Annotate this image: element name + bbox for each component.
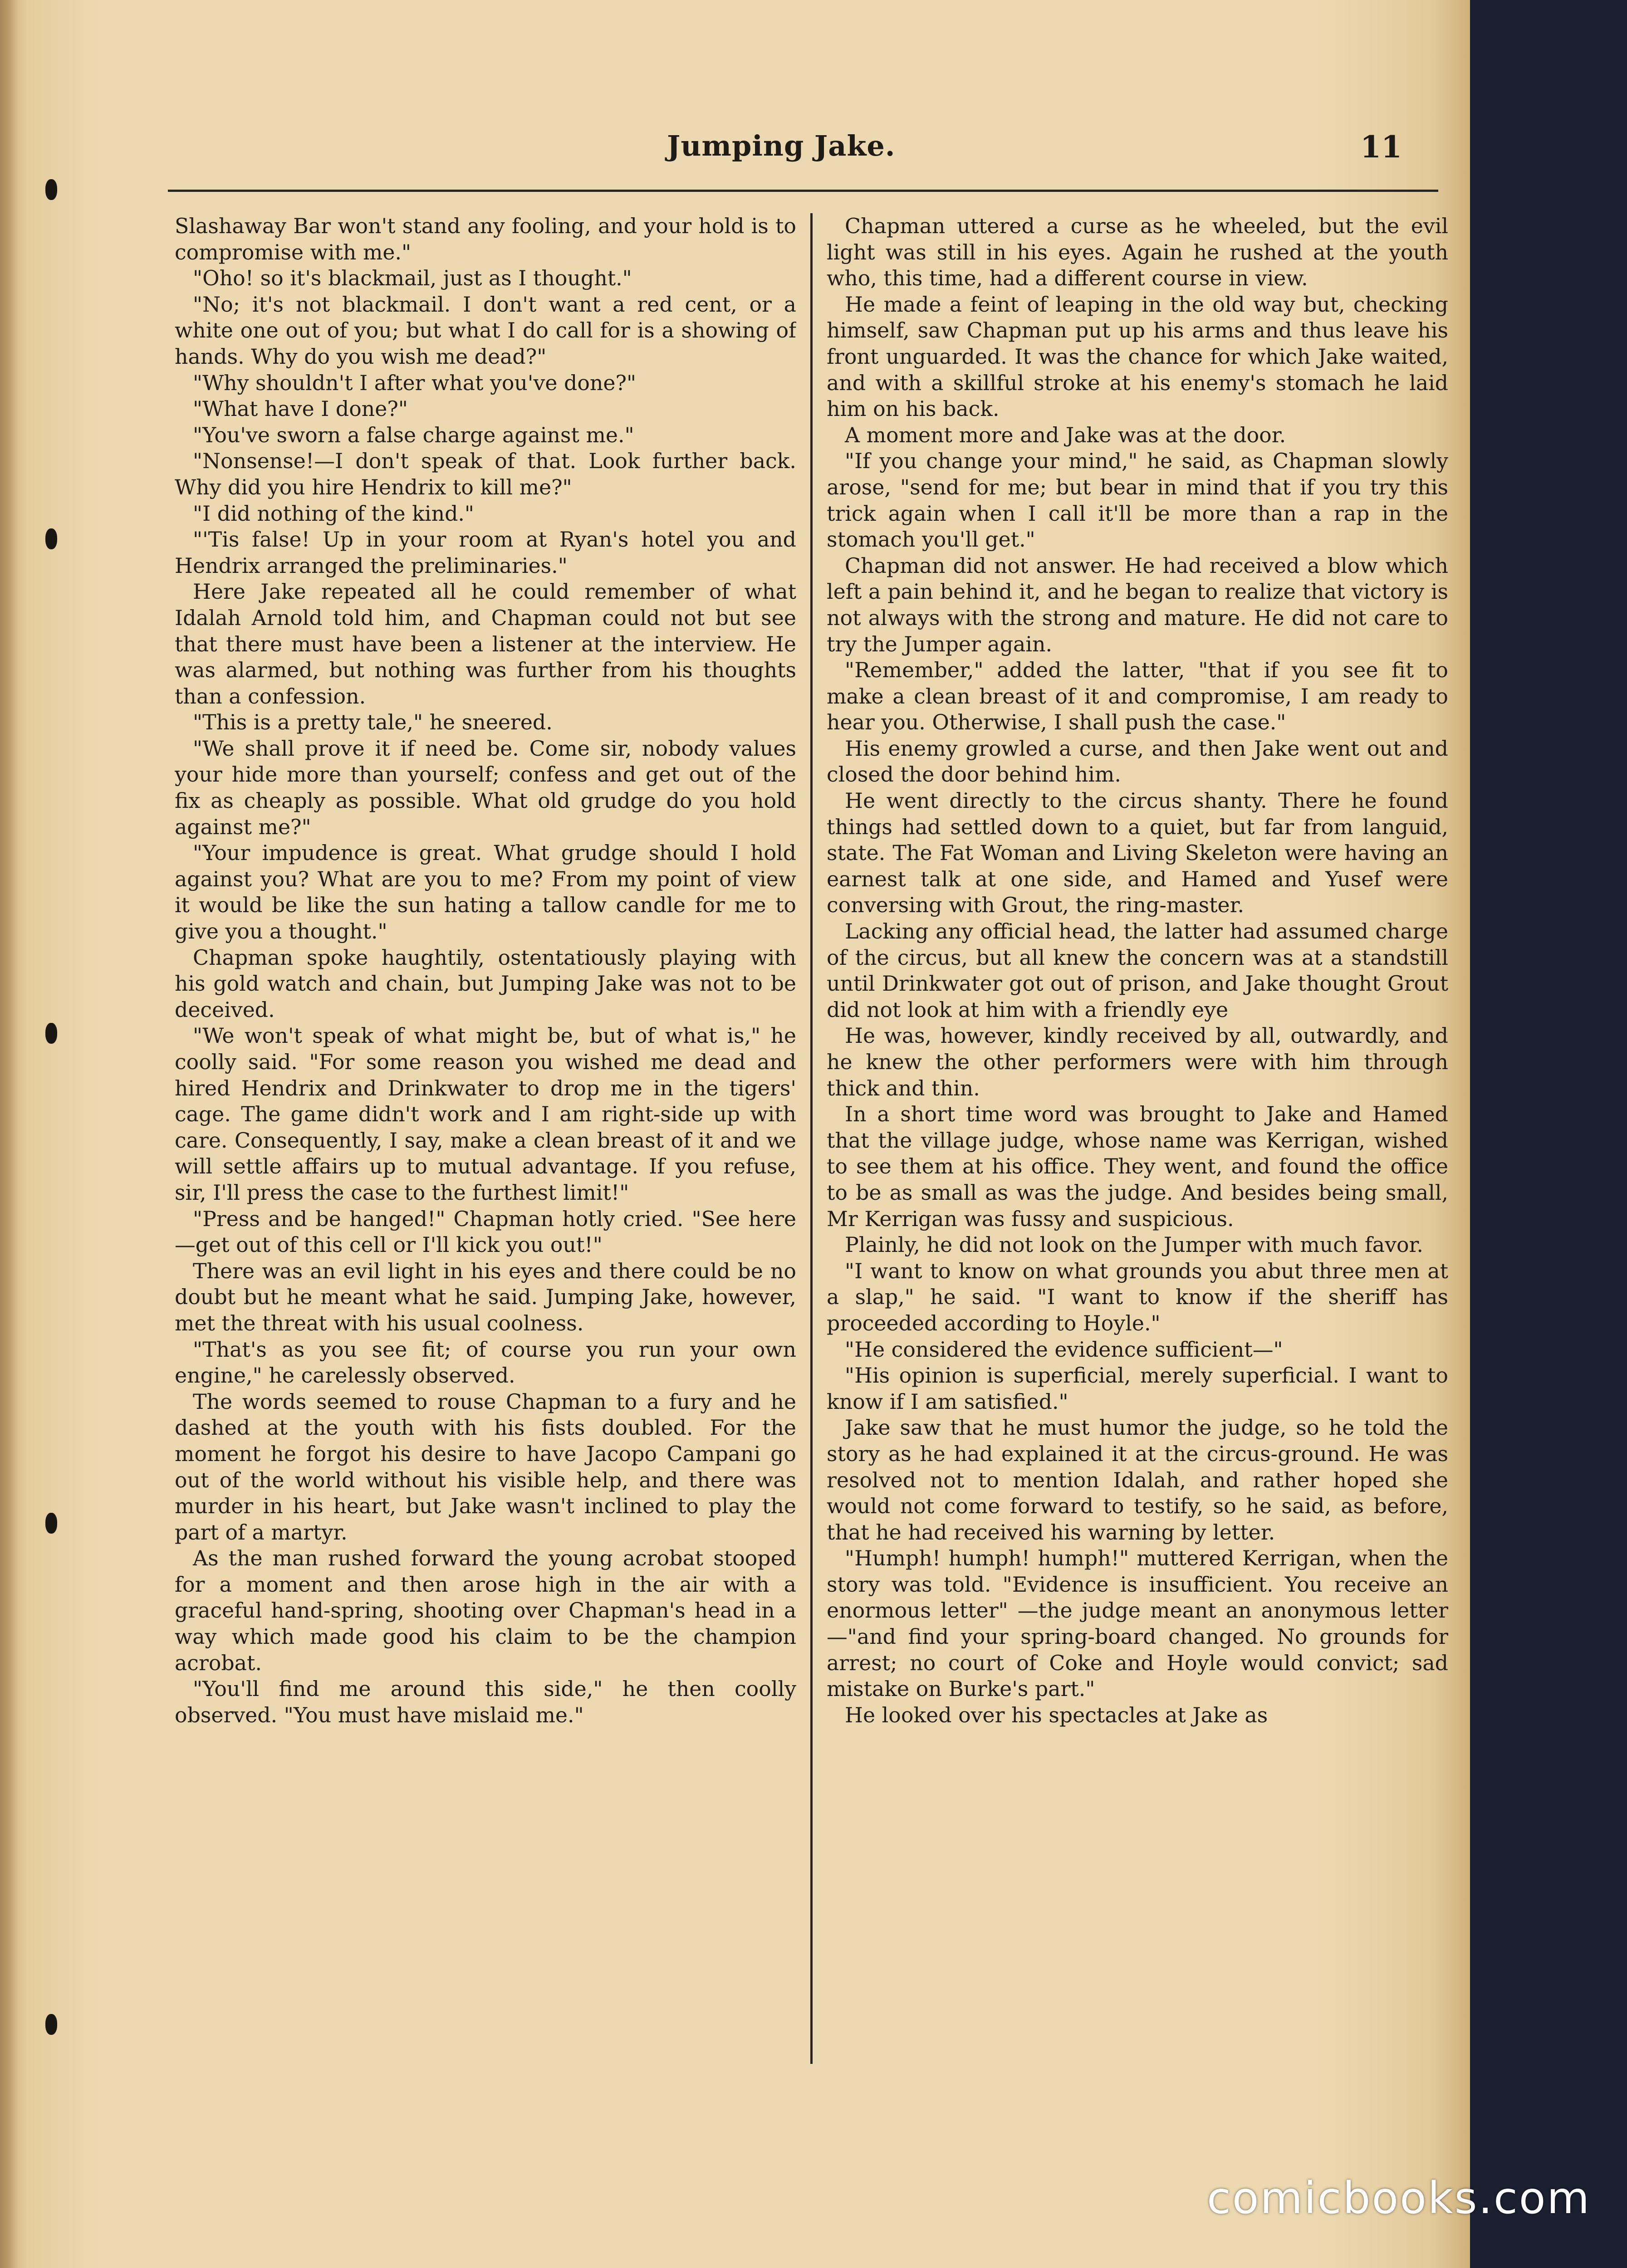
paragraph: "If you change your mind," he said, as Chapman slowly arose, "send for me; but bear in mind that if you try this trick again when I call it'll be more than a rap in the stomach you'll get." xyxy=(827,449,1448,552)
paragraph: "This is a pretty tale," he sneered. xyxy=(193,710,553,735)
paragraph: "Oho! so it's blackmail, just as I thought." xyxy=(193,266,632,291)
paragraph: He was, however, kindly received by all, outwardly, and he knew the other performers were with him through thick and thin. xyxy=(827,1023,1448,1100)
paragraph: He went directly to the circus shanty. There he found things had settled down to a quiet, but far from languid, state. The Fat Woman and Living Skeleton were having an earnest talk at one side, and Hamed and Yusef were conversing with Grout, the ring-master. xyxy=(827,788,1448,918)
paragraph: He looked over his spectacles at Jake as xyxy=(845,1702,1268,1727)
left-text-column xyxy=(175,213,796,2073)
page-fold-shadow xyxy=(0,0,18,2268)
right-text-column xyxy=(827,213,1448,2073)
paragraph: "I want to know on what grounds you abut three men at a slap," he said. "I want to know if the sheriff has proceeded according to Hoyle." xyxy=(827,1258,1448,1335)
paragraph: "Why shouldn't I after what you've done?" xyxy=(193,370,637,395)
paragraph: Lacking any official head, the latter had assumed charge of the circus, but all knew the concern was at a standstill until Drinkwater got out of prison, and Jake thought Grout did not look at him with a friendly eye xyxy=(827,919,1448,1022)
paragraph: Slashaway Bar won't stand any fooling, and your hold is to compromise with me." xyxy=(175,214,796,264)
paragraph: "His opinion is superficial, merely superficial. I want to know if I am satisfied." xyxy=(827,1363,1448,1414)
site-watermark: comicbooks.com xyxy=(1206,2173,1591,2224)
paragraph: "No; it's not blackmail. I don't want a red cent, or a white one out of you; but what I do call for is a showing of hands. Why do you wish me dead?" xyxy=(175,292,796,369)
paragraph: There was an evil light in his eyes and there could be no doubt but he meant what he said. Jumping Jake, however, met the threat with his usual coolness. xyxy=(175,1258,796,1335)
binding-stitch xyxy=(45,2014,57,2035)
paragraph: "I did nothing of the kind." xyxy=(193,501,475,526)
paragraph: "We won't speak of what might be, but of what is," he coolly said. "For some reason you wished me dead and hired Hendrix and Drinkwater to drop me in the tigers' cage. The game didn't work and I am right-side up with care. Consequently, I say, make a clean breast of it and we will settle affairs up to mutual advantage. If you refuse, sir, I'll press the case to the furthest limit!" xyxy=(175,1023,796,1205)
paragraph: He made a feint of leaping in the old way but, checking himself, saw Chapman put up his arms and thus leave his front unguarded. It was the chance for which Jake waited, and with a skillful stroke at his enemy's stomach he laid him on his back. xyxy=(827,292,1448,421)
paragraph: "We shall prove it if need be. Come sir, nobody values your hide more than yourself; confess and get out of the fix as cheaply as possible. What old grudge do you hold against me?" xyxy=(175,736,796,839)
paragraph: "Humph! humph! humph!" muttered Kerrigan, when the story was told. "Evidence is insufficient. You receive an enormous letter" —the judge meant an anonymous letter—"and find your spring-board changed. No grounds for arrest; no court of Coke and Hoyle would convict; sad mistake on Burke's part." xyxy=(827,1546,1448,1701)
binding-stitch xyxy=(45,1023,57,1044)
paragraph: Here Jake repeated all he could remember of what Idalah Arnold told him, and Chapman could not but see that there must have been a listener at the interview. He was alarmed, but nothing was further from his thoughts than a confession. xyxy=(175,579,796,709)
paragraph: "'Tis false! Up in your room at Ryan's hotel you and Hendrix arranged the preliminaries." xyxy=(175,527,796,578)
paragraph: "You'll find me around this side," he then coolly observed. "You must have mislaid me." xyxy=(175,1677,796,1727)
paragraph: "Your impudence is great. What grudge should I hold against you? What are you to me? From my point of view it would be like the sun hating a tallow candle for me to give you a thought." xyxy=(175,841,796,944)
binding-stitch xyxy=(45,1513,57,1534)
binding-stitch xyxy=(45,179,57,200)
paragraph: As the man rushed forward the young acrobat stooped for a moment and then arose high in the air with a graceful hand-spring, shooting over Chapman's head in a way which made good his claim to be the champion acrobat. xyxy=(175,1546,796,1675)
paragraph: "What have I done?" xyxy=(193,396,408,421)
paragraph: "Press and be hanged!" Chapman hotly cried. "See here—get out of this cell or I'll kick you out!" xyxy=(175,1206,796,1257)
page-number: 11 xyxy=(1360,129,1402,165)
binding-stitch xyxy=(45,528,57,549)
paragraph: His enemy growled a curse, and then Jake went out and closed the door behind him. xyxy=(827,736,1448,787)
paragraph: "That's as you see fit; of course you run your own engine," he carelessly observed. xyxy=(175,1337,796,1388)
paragraph: "Remember," added the latter, "that if you see fit to make a clean breast of it and compromise, I am ready to hear you. Otherwise, I shall push the case." xyxy=(827,658,1448,735)
paragraph: Plainly, he did not look on the Jumper with much favor. xyxy=(845,1232,1423,1257)
header-rule xyxy=(168,190,1438,192)
paragraph: Chapman uttered a curse as he wheeled, but the evil light was still in his eyes. Again he rushed at the youth who, this time, had a different course in view. xyxy=(827,214,1448,291)
running-header xyxy=(168,129,1443,184)
paragraph: In a short time word was brought to Jake and Hamed that the village judge, whose name was Kerrigan, wished to see them at his office. They went, and found the office to be as small as was the judge. And besides being small, Mr Kerrigan was fussy and suspicious. xyxy=(827,1102,1448,1231)
paragraph: Jake saw that he must humor the judge, so he told the story as he had explained it at the circus-ground. He was resolved not to mention Idalah, and rather hoped she would not come forward to testify, so he said, as before, that he had received his warning by letter. xyxy=(827,1415,1448,1545)
paragraph: Chapman spoke haughtily, ostentatiously playing with his gold watch and chain, but Jumping Jake was not to be deceived. xyxy=(175,945,796,1022)
paragraph: The words seemed to rouse Chapman to a fury and he dashed at the youth with his fists doubled. For the moment he forgot his desire to have Jacopo Campani go out of the world without his visible help, and there was murder in his heart, but Jake wasn't inclined to play the part of a martyr. xyxy=(175,1389,796,1545)
paragraph: A moment more and Jake was at the door. xyxy=(845,422,1286,447)
column-divider xyxy=(810,213,813,2064)
paragraph: Chapman did not answer. He had received a blow which left a pain behind it, and he began to realize that victory is not always with the strong and mature. He did not care to try the Jumper again. xyxy=(827,553,1448,656)
paragraph: "You've sworn a false charge against me." xyxy=(193,422,634,447)
paragraph: "He considered the evidence sufficient—" xyxy=(845,1337,1283,1362)
running-title: Jumping Jake. xyxy=(667,129,896,162)
paragraph: "Nonsense!—I don't speak of that. Look further back. Why did you hire Hendrix to kill me?" xyxy=(175,449,796,499)
